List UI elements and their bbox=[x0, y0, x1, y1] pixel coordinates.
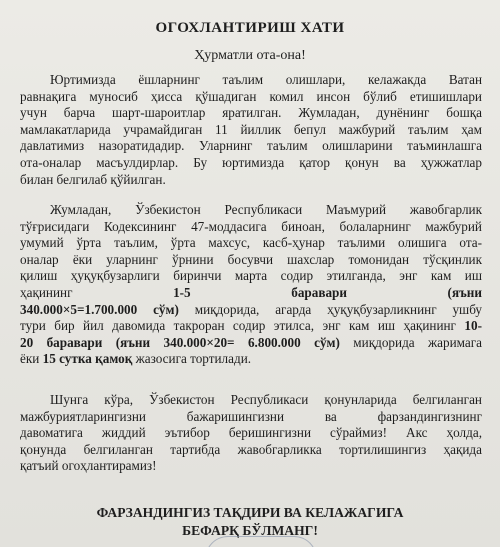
paragraph-2-line: умумий ўрта таълим, ўрта махсус, касб-ҳунар таълими олишига ота- bbox=[20, 235, 482, 251]
paragraph-3 bbox=[20, 392, 482, 475]
paragraph-1-line: учун барча шарт-шароитлар яратилган. Жумладан, дунёнинг бошқа bbox=[20, 105, 482, 121]
closing-appeal bbox=[0, 504, 500, 540]
paragraph-2-line-amount-2 bbox=[20, 335, 482, 352]
fine-times: баравари bbox=[291, 284, 347, 300]
greeting: Ҳурматли ота-она! bbox=[194, 48, 306, 63]
paragraph-1-line: равнақига муносиб ҳисса қўшадиган комил инсон бўлиб етишишлари bbox=[20, 88, 482, 104]
fine-amount-2: 20 баравари (яъни 340.000×20= 6.800.000 сўм) bbox=[20, 334, 340, 350]
paragraph-2-line: тўғрисидаги Кодексининг 47-моддасига биноан, болаларнинг мажбурий bbox=[20, 218, 482, 234]
paragraph-1-line: мамлакатларида учрамайдиган 11 йиллик бепул мажбурий таълим ҳам bbox=[20, 121, 482, 137]
paragraph-1-line: ота-оналар масъулдирлар. Бу юртимизда қатор қонун ва ҳужжатлар bbox=[20, 154, 482, 170]
paragraph-2-line-repeat bbox=[20, 318, 482, 335]
fine-amount-1: 340.000×5=1.700.000 сўм) bbox=[20, 301, 179, 317]
repeat-text: тури бир йил давомида такроран содир этилса, энг кам иш ҳақининг bbox=[20, 318, 465, 334]
paragraph-3-line: қатъий огоҳлантирамиз! bbox=[20, 458, 157, 474]
fine-paren: (яъни bbox=[447, 284, 482, 300]
paragraph-2-line-fine bbox=[20, 285, 482, 302]
paragraph-1 bbox=[20, 72, 482, 188]
closing-line-1: ФАРЗАНДИНГИЗ ТАҚДИРИ ВА КЕЛАЖАГИГА bbox=[96, 505, 404, 520]
paragraph-2-line: оналар ёки уларнинг ўрнини босувчи шахслар томонидан тўсқинлик bbox=[20, 251, 482, 267]
paragraph-2-line: Жумладан, Ўзбекистон Республикаси Маъмурий жавобгарлик bbox=[50, 202, 482, 217]
letter-title: ОГОХЛАНТИРИШ ХАТИ bbox=[155, 20, 345, 36]
paragraph-1-line: давлатимиз назоратидадир. Уларнинг таълим олишларини таъминлашга bbox=[20, 138, 482, 154]
repeat-multiplier: 10- bbox=[464, 318, 482, 334]
paragraph-3-line: қонунда белгиланган тартибда жавобгарликка тортилишингиз ҳақида bbox=[20, 441, 482, 457]
paragraph-2-line-arrest bbox=[20, 351, 482, 368]
stamp-fragment bbox=[205, 536, 317, 547]
paragraph-3-line: давоматига жиддий эътибор беришингизни сўраймиз! Акс ҳолда, bbox=[20, 425, 482, 441]
fine-text-2: миқдорида жаримага bbox=[339, 334, 482, 350]
paragraph-3-line: мажбуриятларингизни бажаришингизни ва фарзандингизнинг bbox=[20, 408, 482, 424]
paragraph-1-line: Юртимизда ёшларнинг таълим олишлари, келажакда Ватан bbox=[50, 72, 482, 87]
paragraph-1-line: билан белгилаб қўйилган. bbox=[20, 171, 166, 187]
arrest-text: жазосига тортилади. bbox=[132, 351, 252, 367]
paragraph-2 bbox=[20, 202, 482, 368]
paragraph-3-line: Шунга кўра, Ўзбекистон Республикаси қонунларида белгиланган bbox=[50, 392, 482, 407]
fine-word: ҳақининг bbox=[20, 284, 73, 300]
paragraph-2-line: қилиш ҳуқуқбузарлиги биринчи марта содир этилганда, энг кам иш bbox=[20, 268, 482, 284]
fine-multiplier: 1-5 bbox=[173, 284, 191, 300]
closing-line-2: БЕФАРҚ БЎЛМАНГ! bbox=[182, 523, 318, 538]
fine-text: миқдорида, агарда ҳуқуқбузарликнинг ушбу bbox=[194, 301, 483, 317]
arrest-term: 15 сутка қамоқ bbox=[42, 351, 133, 367]
paragraph-2-line-amount bbox=[20, 302, 482, 319]
arrest-pre: ёки bbox=[20, 351, 43, 367]
